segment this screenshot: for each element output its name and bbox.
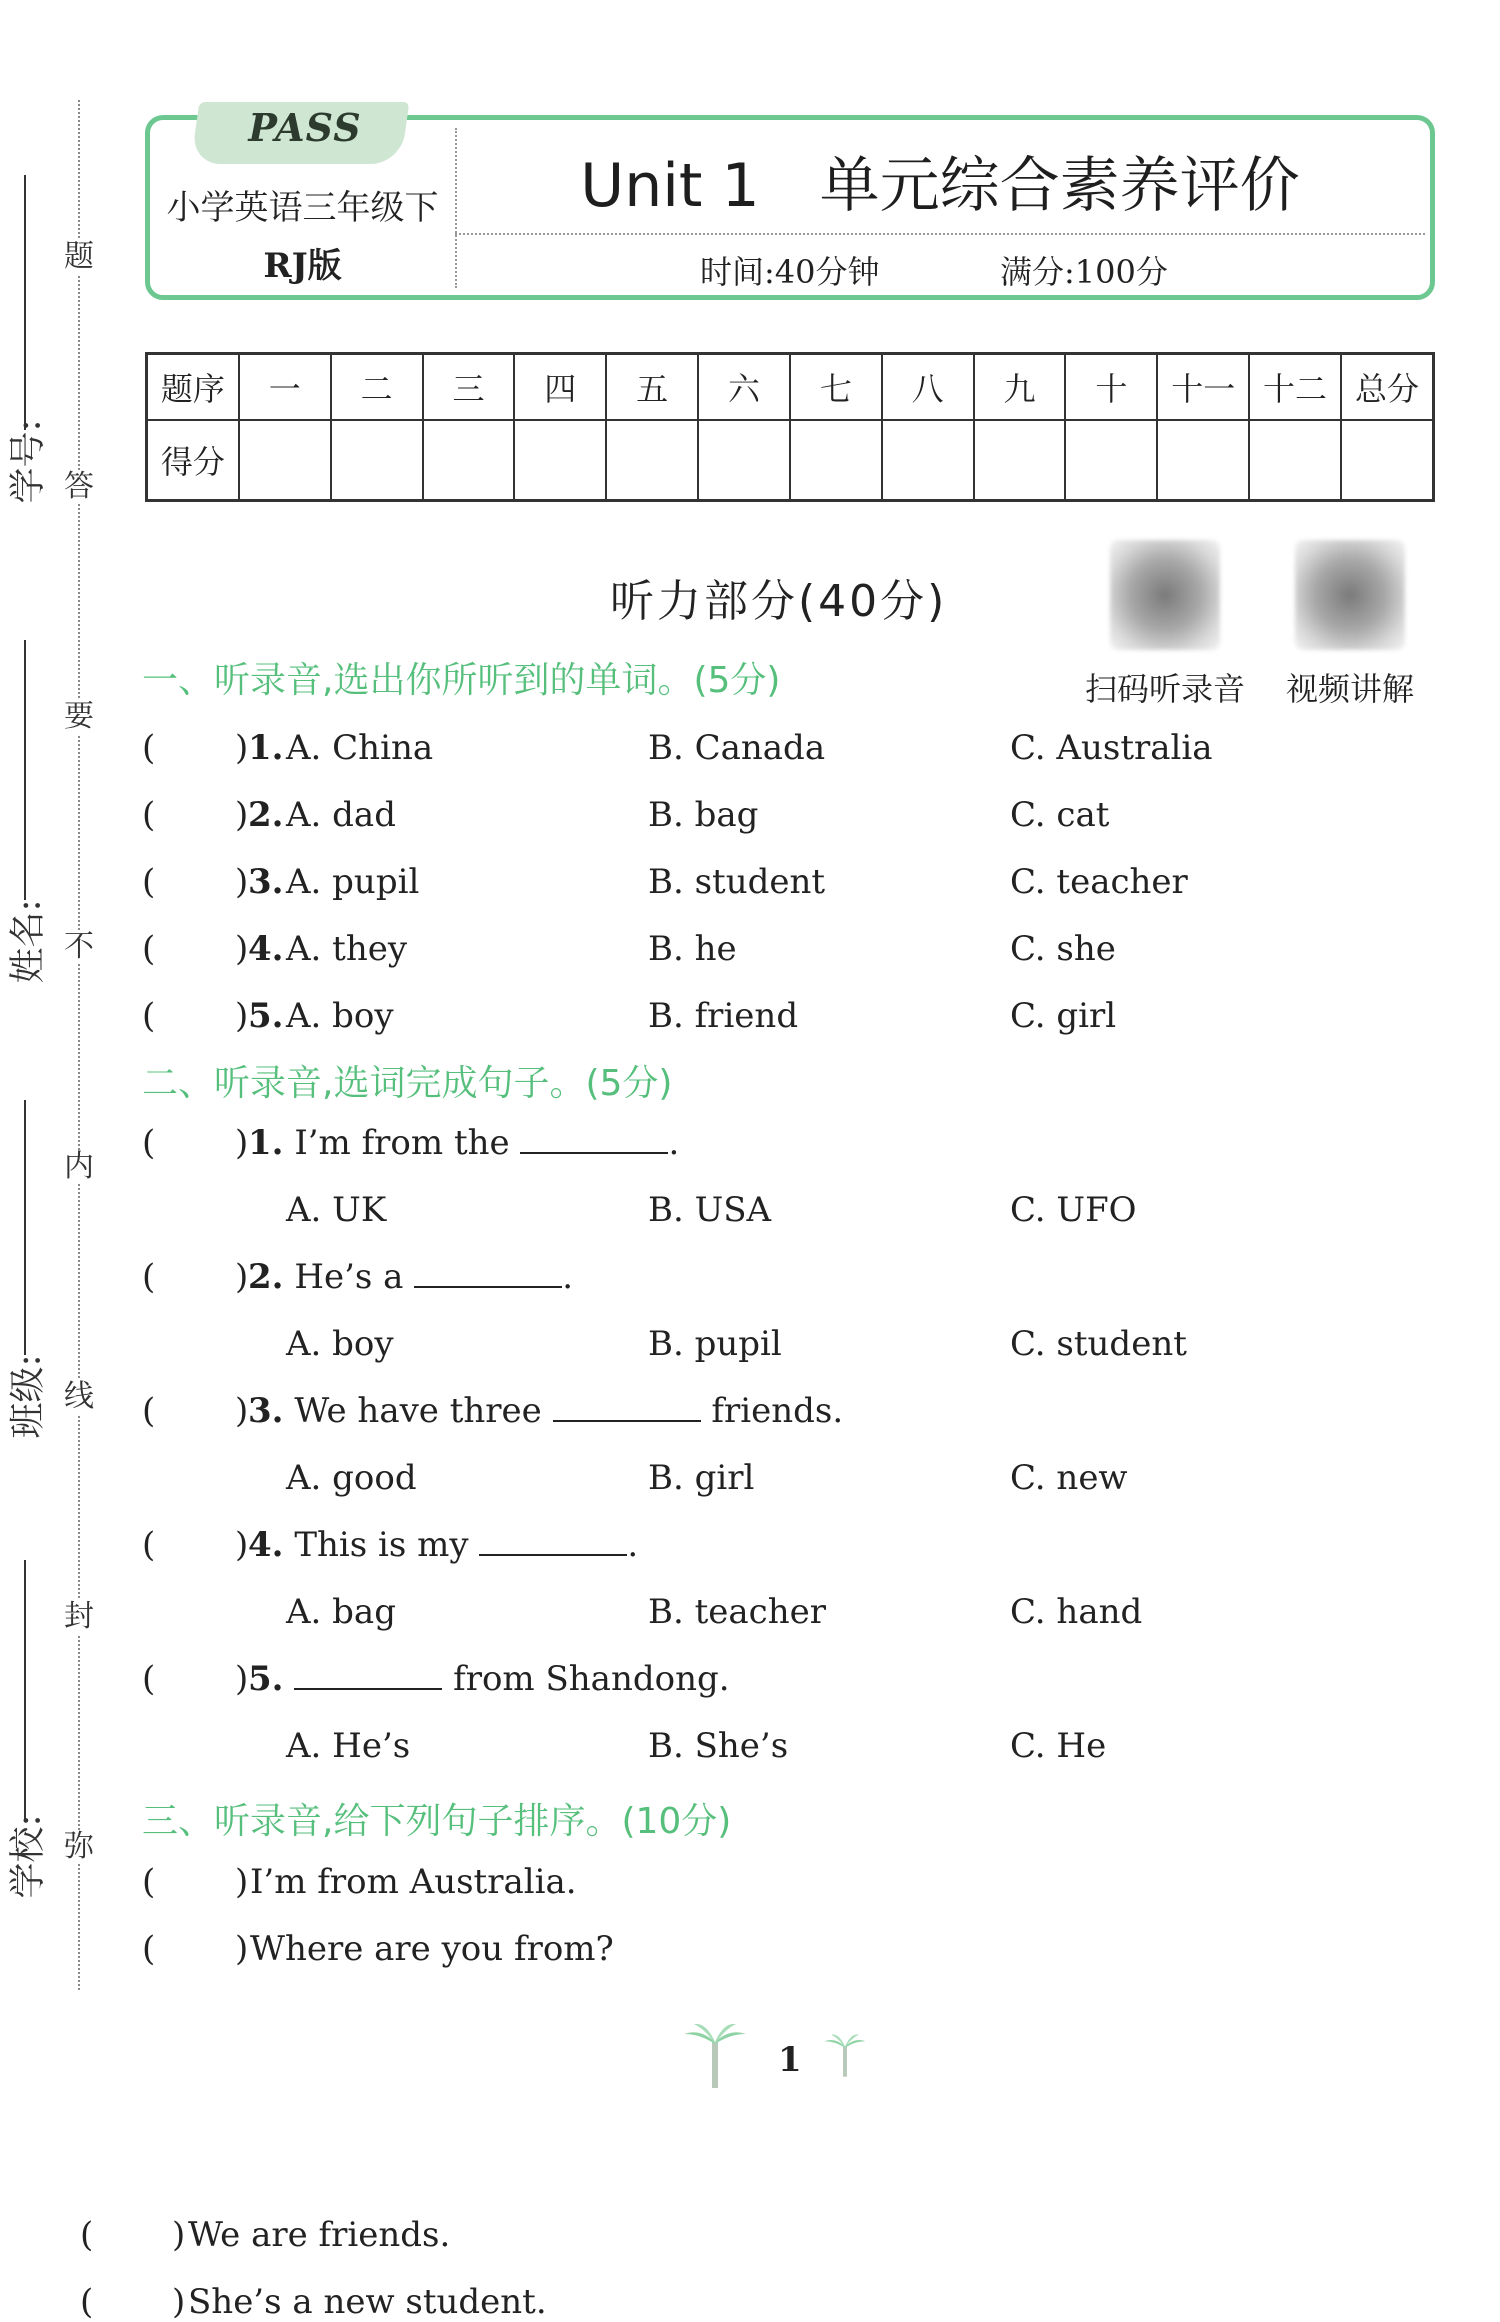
table-header-cell: 二	[331, 354, 423, 420]
binding-char: 封	[64, 1599, 94, 1634]
time-limit: 时间:40分钟	[700, 253, 880, 291]
qr-code-audio[interactable]	[1110, 540, 1220, 650]
table-header-cell: 八	[882, 354, 974, 420]
score-cell[interactable]	[331, 420, 423, 501]
student-id-blank[interactable]	[24, 175, 26, 430]
table-header-cell: 九	[974, 354, 1066, 420]
table-header-cell: 三	[423, 354, 515, 420]
grade-label: 小学英语三年级下	[166, 188, 439, 228]
binding-char: 题	[64, 239, 94, 274]
score-cell[interactable]	[239, 420, 331, 501]
table-header-cell: 六	[698, 354, 790, 420]
section-1-title: 一、听录音,选出你所听到的单词。(5分)	[142, 660, 781, 701]
school-label: 学校:	[7, 1814, 49, 1899]
section-2-title: 二、听录音,选词完成句子。(5分)	[142, 1063, 673, 1104]
school-blank[interactable]	[24, 1560, 26, 1820]
name-label: 姓名:	[7, 899, 49, 984]
pass-logo: PASS	[248, 105, 362, 150]
score-cell[interactable]	[606, 420, 698, 501]
table-header-cell: 总分	[1341, 354, 1434, 420]
answer-blank	[414, 1258, 562, 1288]
palm-tree-icon	[680, 2020, 750, 2090]
score-cell[interactable]	[974, 420, 1066, 501]
table-header-cell: 十一	[1157, 354, 1249, 420]
answer-blank	[479, 1526, 627, 1556]
page-title: Unit 1 单元综合素养评价	[580, 151, 1300, 221]
qr-video-label: 视频讲解	[1285, 670, 1414, 708]
table-header-cell: 七	[790, 354, 882, 420]
table-header-cell: 十二	[1249, 354, 1341, 420]
binding-char: 答	[64, 469, 94, 504]
score-cell[interactable]	[790, 420, 882, 501]
full-score: 满分:100分	[1000, 253, 1168, 291]
table-header-cell: 十	[1065, 354, 1157, 420]
table-row-label: 得分	[147, 420, 239, 501]
score-cell[interactable]	[698, 420, 790, 501]
name-blank[interactable]	[24, 640, 26, 900]
score-cell[interactable]	[882, 420, 974, 501]
listening-title: 听力部分(40分)	[610, 576, 948, 627]
table-header-cell: 四	[514, 354, 606, 420]
score-table	[145, 352, 1435, 502]
binding-dotted-line	[78, 100, 80, 1990]
qr-audio-label: 扫码听录音	[1084, 670, 1245, 708]
binding-char: 要	[64, 699, 94, 734]
class-label: 班级:	[7, 1354, 49, 1439]
score-cell[interactable]	[1065, 420, 1157, 501]
header-divider	[455, 233, 1425, 235]
binding-char: 线	[64, 1379, 94, 1414]
binding-char: 内	[64, 1149, 94, 1184]
edition-label: RJ版	[263, 246, 342, 286]
score-cell[interactable]	[1157, 420, 1249, 501]
class-blank[interactable]	[24, 1100, 26, 1355]
binding-char: 不	[64, 929, 94, 964]
table-header-cell: 一	[239, 354, 331, 420]
table-header-cell: 五	[606, 354, 698, 420]
student-id-label: 学号:	[7, 419, 49, 504]
answer-blank	[553, 1392, 701, 1422]
score-cell[interactable]	[514, 420, 606, 501]
score-cell[interactable]	[1341, 420, 1434, 501]
qr-code-video[interactable]	[1295, 540, 1405, 650]
table-row-label: 题序	[147, 354, 239, 420]
score-cell[interactable]	[1249, 420, 1341, 501]
answer-blank	[294, 1660, 442, 1690]
binding-char: 弥	[64, 1829, 94, 1864]
palm-tree-icon	[822, 2030, 868, 2080]
section-3-title: 三、听录音,给下列句子排序。(10分)	[142, 1801, 732, 1842]
score-cell[interactable]	[423, 420, 515, 501]
answer-blank	[520, 1124, 668, 1154]
page-number: 1	[778, 2040, 802, 2080]
